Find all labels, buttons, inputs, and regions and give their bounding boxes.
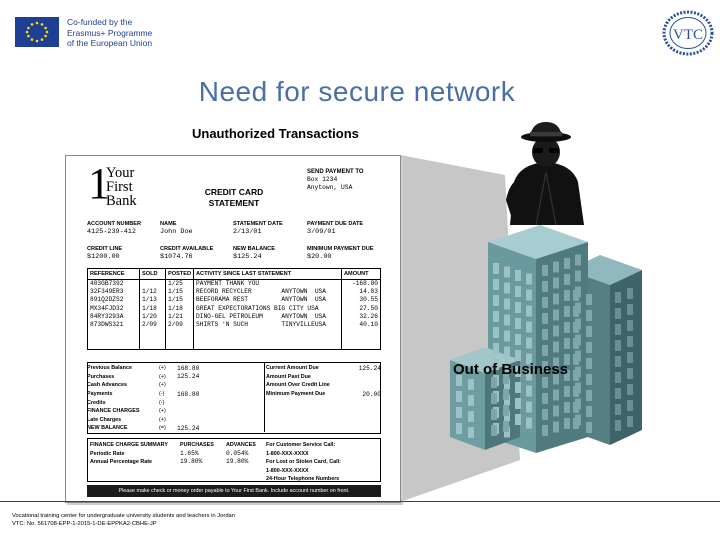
summary-row — [266, 364, 381, 373]
building-window — [491, 393, 497, 404]
building-window — [553, 262, 559, 273]
out-of-business-label: Out of Business — [453, 361, 569, 378]
table-cell-sold: 1/18 — [140, 305, 166, 313]
summary-label: Late Charges — [87, 416, 122, 423]
statement-date-value: 2/13/01 — [233, 228, 262, 236]
table-row — [88, 321, 381, 329]
building-window — [586, 294, 592, 305]
building-window — [627, 304, 633, 315]
building-window — [468, 411, 474, 422]
slide-title-text: Need for secure network — [198, 76, 516, 107]
table-row — [88, 305, 381, 313]
building-window — [526, 274, 532, 285]
building-window — [515, 398, 521, 409]
building-window — [553, 278, 559, 289]
eu-text-line: of the European Union — [67, 38, 153, 48]
building-window — [542, 265, 548, 276]
building-window — [515, 318, 521, 329]
bank-logo-number: 1 — [88, 159, 110, 208]
table-row — [88, 280, 381, 289]
summary-row — [266, 373, 381, 382]
summary-label: FINANCE CHARGES — [87, 408, 140, 415]
table-cell-ref: 84RY3293A — [88, 313, 140, 321]
summary-sign: (+) — [159, 373, 166, 380]
table-cell-posted: 1/15 — [166, 296, 194, 304]
footnote-line: VTC: No. 561708-EPP-1-2015-1-DE-EPPKA2-CBHE-JP — [12, 521, 157, 527]
minimum-payment-field — [307, 245, 374, 261]
column-header: REFERENCE — [88, 269, 140, 280]
minimum-payment-value: $20.00 — [307, 253, 332, 261]
table-row-spacer — [88, 329, 381, 349]
building-window — [493, 311, 499, 322]
building-window — [515, 302, 521, 313]
building-window — [542, 297, 548, 308]
building-window — [615, 372, 621, 383]
vtc-logo — [662, 10, 714, 56]
building-window — [504, 331, 510, 342]
credit-card-statement — [65, 155, 401, 503]
table-cell-activity: DINO-GEL PETROLEUM ANYTOWN USA — [194, 313, 342, 321]
new-balance-label: NEW BALANCE — [233, 246, 275, 252]
building-window — [615, 404, 621, 415]
summary-row — [87, 416, 267, 425]
customer-service-info — [266, 441, 341, 484]
building-window — [504, 299, 510, 310]
building-window — [493, 295, 499, 306]
statement-footer: Please make check or money order payable to Your First Bank. Include account number on front. — [87, 485, 381, 497]
building-window — [573, 354, 579, 365]
credit-available-label: CREDIT AVAILABLE — [160, 246, 214, 252]
summary-row — [87, 407, 267, 416]
credit-available-value: $1074.76 — [160, 253, 193, 261]
bank-logo — [88, 159, 148, 210]
table-cell-activity: GREAT EXPECTORATIONS BIG CITY USA — [194, 305, 342, 313]
building-window — [553, 326, 559, 337]
summary-label: Minimum Payment Due — [266, 391, 326, 398]
table-cell-activity: SHIRTS 'N SUCH TINYVILLEUSA — [194, 321, 342, 329]
payment-due-date-field — [307, 220, 363, 236]
table-cell-amount: 32.26 — [342, 313, 381, 321]
summary-sign: (-) — [159, 391, 165, 398]
summary-label: Purchases — [87, 373, 115, 380]
building-window — [564, 386, 570, 397]
summary-row — [266, 390, 381, 399]
table-cell-empty — [140, 329, 166, 349]
table-cell-posted: 2/09 — [166, 321, 194, 329]
building-window — [553, 422, 559, 433]
building-window — [627, 400, 633, 411]
table-cell-empty — [342, 329, 381, 349]
building-window — [526, 322, 532, 333]
summary-value: 125.24 — [358, 364, 381, 372]
building-window — [491, 409, 497, 420]
finance-charge-summary — [87, 438, 381, 482]
send-payment-label: SEND PAYMENT TO — [307, 169, 364, 175]
summary-label: Amount Over Credit Line — [266, 382, 330, 389]
building-window — [515, 270, 521, 281]
building-window — [493, 343, 499, 354]
customer-service-label: For Customer Service Call: — [266, 442, 336, 448]
advances-rates — [226, 441, 256, 467]
footer-divider — [0, 501, 720, 502]
building-window — [515, 286, 521, 297]
summary-sign: (-) — [159, 399, 165, 406]
building-window — [586, 374, 592, 385]
table-cell-ref: 403GB7392 — [88, 280, 140, 289]
summary-value: 168.80 — [177, 390, 200, 398]
building-window — [504, 267, 510, 278]
building-window — [515, 382, 521, 393]
purchases-label: PURCHASES — [180, 442, 214, 448]
advances-rate: 19.80% — [226, 458, 249, 465]
summary-sign: (+) — [159, 408, 166, 415]
building-window — [503, 389, 509, 400]
table-cell-ref: 873DWS321 — [88, 321, 140, 329]
building-window — [564, 402, 570, 413]
statement-date-label: STATEMENT DATE — [233, 221, 283, 227]
eu-erasmus-logo — [15, 17, 152, 49]
building-window — [542, 345, 548, 356]
table-cell-ref: 32F349ER3 — [88, 288, 140, 296]
building-window — [627, 352, 633, 363]
summary-value: 125.24 — [177, 373, 200, 381]
building-window — [573, 306, 579, 317]
building-window — [586, 422, 592, 433]
purchases-rates — [180, 441, 214, 467]
building-window — [615, 420, 621, 431]
account-number-field — [87, 220, 141, 236]
building-window — [573, 402, 579, 413]
building-window — [615, 292, 621, 303]
building-window — [468, 379, 474, 390]
summary-value: 125.24 — [177, 424, 200, 432]
new-balance-value: $125.24 — [233, 253, 262, 261]
building-window — [553, 342, 559, 353]
building-window — [615, 388, 621, 399]
send-payment-block — [307, 168, 364, 192]
name-value: John Doe — [160, 228, 193, 236]
table-cell-amount: -168.80 — [342, 280, 381, 289]
payment-due-date-value: 3/09/01 — [307, 228, 336, 236]
building-window — [504, 315, 510, 326]
building-window — [515, 334, 521, 345]
building-window — [586, 342, 592, 353]
name-label: NAME — [160, 221, 177, 227]
building-window — [493, 279, 499, 290]
summary-label: NEW BALANCE — [87, 425, 128, 432]
summary-row — [87, 390, 267, 399]
building-window — [615, 324, 621, 335]
footnote-line: Vocational training center for undergraduate university students and teachers in Jordan — [12, 513, 235, 519]
column-header: SOLD — [140, 269, 166, 280]
building-window — [627, 384, 633, 395]
building-window — [553, 390, 559, 401]
eu-text-line: Erasmus+ Programme — [67, 27, 153, 38]
table-cell-empty — [88, 329, 140, 349]
building-front — [610, 270, 642, 445]
building-window — [575, 255, 581, 266]
spy-glasses-icon — [533, 148, 543, 153]
building-window — [553, 310, 559, 321]
building-window — [586, 310, 592, 321]
building-window — [627, 368, 633, 379]
bank-logo-word: First — [106, 179, 133, 195]
hacker-spy-illustration — [500, 120, 592, 225]
table-cell-sold: 1/12 — [140, 288, 166, 296]
building-window — [564, 322, 570, 333]
building-window — [503, 405, 509, 416]
building-window — [553, 406, 559, 417]
building-window — [526, 386, 532, 397]
building-window — [564, 274, 570, 285]
building-window — [586, 358, 592, 369]
table-cell-empty — [194, 329, 342, 349]
lost-card-phone: 1-800-XXX-XXXX — [266, 467, 309, 474]
building-window — [564, 306, 570, 317]
payment-due-date-label: PAYMENT DUE DATE — [307, 221, 364, 227]
table-header-row — [88, 269, 381, 280]
building-window — [627, 320, 633, 331]
building-window — [491, 377, 497, 388]
building-window — [542, 409, 548, 420]
table-row — [88, 288, 381, 296]
building-window — [526, 306, 532, 317]
spy-glasses-icon — [549, 148, 559, 153]
summary-value: 168.80 — [177, 364, 200, 372]
building-window — [456, 423, 462, 434]
bank-logo-word: Your — [106, 165, 135, 181]
finance-summary-labels — [90, 441, 168, 467]
account-number-value: 4125-239-412 — [87, 228, 136, 236]
summary-row — [87, 424, 267, 433]
eu-text-line: Co-funded by the — [67, 17, 133, 27]
building-window — [615, 356, 621, 367]
table-cell-ref: 891Q2DZS2 — [88, 296, 140, 304]
building-window — [586, 406, 592, 417]
customer-service-phone: 1-800-XXX-XXXX — [266, 450, 309, 457]
credit-line-field — [87, 245, 122, 261]
building-window — [504, 283, 510, 294]
column-header: ACTIVITY SINCE LAST STATEMENT — [194, 269, 342, 280]
table-cell-amount: 14.83 — [342, 288, 381, 296]
building-window — [573, 370, 579, 381]
summary-row — [87, 398, 267, 407]
building-window — [542, 329, 548, 340]
building-window — [456, 391, 462, 402]
summary-label: Payments — [87, 391, 113, 398]
table-cell-activity: BEEFORAMA REST ANYTOWN USA — [194, 296, 342, 304]
minimum-payment-label: MINIMUM PAYMENT DUE — [307, 246, 374, 252]
building-window — [573, 338, 579, 349]
transactions-table — [87, 268, 381, 350]
purchases-rate: 1.65% — [180, 449, 199, 457]
table-cell-posted: 1/21 — [166, 313, 194, 321]
building-window — [564, 258, 570, 269]
summary-sign: (+) — [159, 416, 166, 423]
summary-label: Current Amount Due — [266, 365, 319, 372]
building-window — [526, 338, 532, 349]
table-cell-sold: 1/13 — [140, 296, 166, 304]
advances-label: ADVANCES — [226, 442, 256, 448]
summary-sign: (=) — [159, 425, 166, 432]
building-window — [615, 308, 621, 319]
building-window — [573, 290, 579, 301]
building-window — [491, 425, 497, 436]
bank-logo-word: Bank — [106, 193, 137, 209]
account-number-label: ACCOUNT NUMBER — [87, 221, 142, 227]
table-cell-amount: 30.55 — [342, 296, 381, 304]
purchases-rate: 19.80% — [180, 458, 203, 465]
finance-summary-label: FINANCE CHARGE SUMMARY — [90, 442, 168, 448]
table-cell-posted: 1/15 — [166, 288, 194, 296]
building-window — [526, 418, 532, 429]
advances-rate: 0.054% — [226, 449, 249, 457]
statement-date-field — [233, 220, 283, 236]
balance-summary — [87, 364, 267, 433]
building-window — [615, 340, 621, 351]
summary-sign: (+) — [159, 382, 166, 389]
hours-label: 24-Hour Telephone Numbers — [266, 476, 340, 482]
send-payment-line: Box 1234 — [307, 176, 338, 183]
building-window — [564, 290, 570, 301]
building-window — [526, 290, 532, 301]
credit-line-label: CREDIT LINE — [87, 246, 123, 252]
table-cell-activity: PAYMENT THANK YOU — [194, 280, 342, 289]
apr-label: Annual Percentage Rate — [90, 459, 153, 465]
table-cell-sold: 2/09 — [140, 321, 166, 329]
lost-card-label: For Lost or Stolen Card, Call: — [266, 459, 341, 465]
summary-label: Credits — [87, 399, 106, 406]
office-buildings-illustration — [450, 215, 660, 455]
table-cell-amount: 40.10 — [342, 321, 381, 329]
building-window — [504, 347, 510, 358]
building-window — [493, 327, 499, 338]
table-cell-amount: 27.50 — [342, 305, 381, 313]
building-window — [553, 294, 559, 305]
credit-available-field — [160, 245, 213, 261]
summary-row — [266, 381, 381, 390]
building-window — [456, 407, 462, 418]
slide-title — [0, 76, 720, 108]
column-header: AMOUNT — [342, 269, 381, 280]
building-window — [575, 271, 581, 282]
summary-label: Cash Advances — [87, 382, 127, 389]
table-row — [88, 296, 381, 304]
building-window — [542, 393, 548, 404]
new-balance-field — [233, 245, 275, 261]
send-payment-line: Anytown, USA — [307, 184, 353, 191]
summary-label: Amount Past Due — [266, 373, 311, 380]
building-window — [542, 281, 548, 292]
building-window — [542, 313, 548, 324]
building-window — [564, 418, 570, 429]
summary-label: Previous Balance — [87, 365, 132, 372]
statement-title-line: STATEMENT — [208, 198, 260, 208]
building-window — [573, 322, 579, 333]
table-cell-sold: 1/20 — [140, 313, 166, 321]
periodic-rate-label: Periodic Rate — [90, 450, 125, 457]
building-window — [542, 425, 548, 436]
building-window — [542, 377, 548, 388]
table-cell-activity: RECORD RECYCLER ANYTOWN USA — [194, 288, 342, 296]
building-window — [586, 326, 592, 337]
spy-hat-band — [530, 132, 562, 136]
summary-row — [87, 364, 267, 373]
vtc-logo-text: VTC — [673, 27, 703, 43]
table-row — [88, 313, 381, 321]
building-window — [515, 414, 521, 425]
summary-sign: (+) — [159, 365, 166, 372]
summary-row — [87, 381, 267, 390]
table-cell-ref: MX34FJD32 — [88, 305, 140, 313]
table-cell-sold — [140, 280, 166, 289]
building-window — [627, 416, 633, 427]
statement-title-line: CREDIT CARD — [204, 187, 264, 197]
table-cell-empty — [166, 329, 194, 349]
building-window — [526, 402, 532, 413]
name-field — [160, 220, 193, 236]
building-window — [573, 386, 579, 397]
table-cell-posted: 1/25 — [166, 280, 194, 289]
building-window — [564, 338, 570, 349]
building-window — [586, 390, 592, 401]
building-window — [503, 421, 509, 432]
building-window — [627, 288, 633, 299]
building-window — [515, 350, 521, 361]
footnote — [12, 512, 235, 528]
statement-title — [201, 187, 267, 209]
eu-cofunded-text — [67, 17, 152, 49]
credit-line-value: $1200.00 — [87, 253, 120, 261]
building-window — [468, 395, 474, 406]
eu-flag-icon — [15, 17, 59, 47]
amount-due-summary — [266, 364, 381, 398]
summary-value: 20.00 — [362, 390, 381, 398]
building-window — [493, 263, 499, 274]
unauthorized-heading: Unauthorized Transactions — [192, 126, 359, 141]
building-window — [573, 418, 579, 429]
table-cell-posted: 1/18 — [166, 305, 194, 313]
column-header: POSTED — [166, 269, 194, 280]
summary-row — [87, 373, 267, 382]
building-window — [627, 336, 633, 347]
building-window — [468, 427, 474, 438]
